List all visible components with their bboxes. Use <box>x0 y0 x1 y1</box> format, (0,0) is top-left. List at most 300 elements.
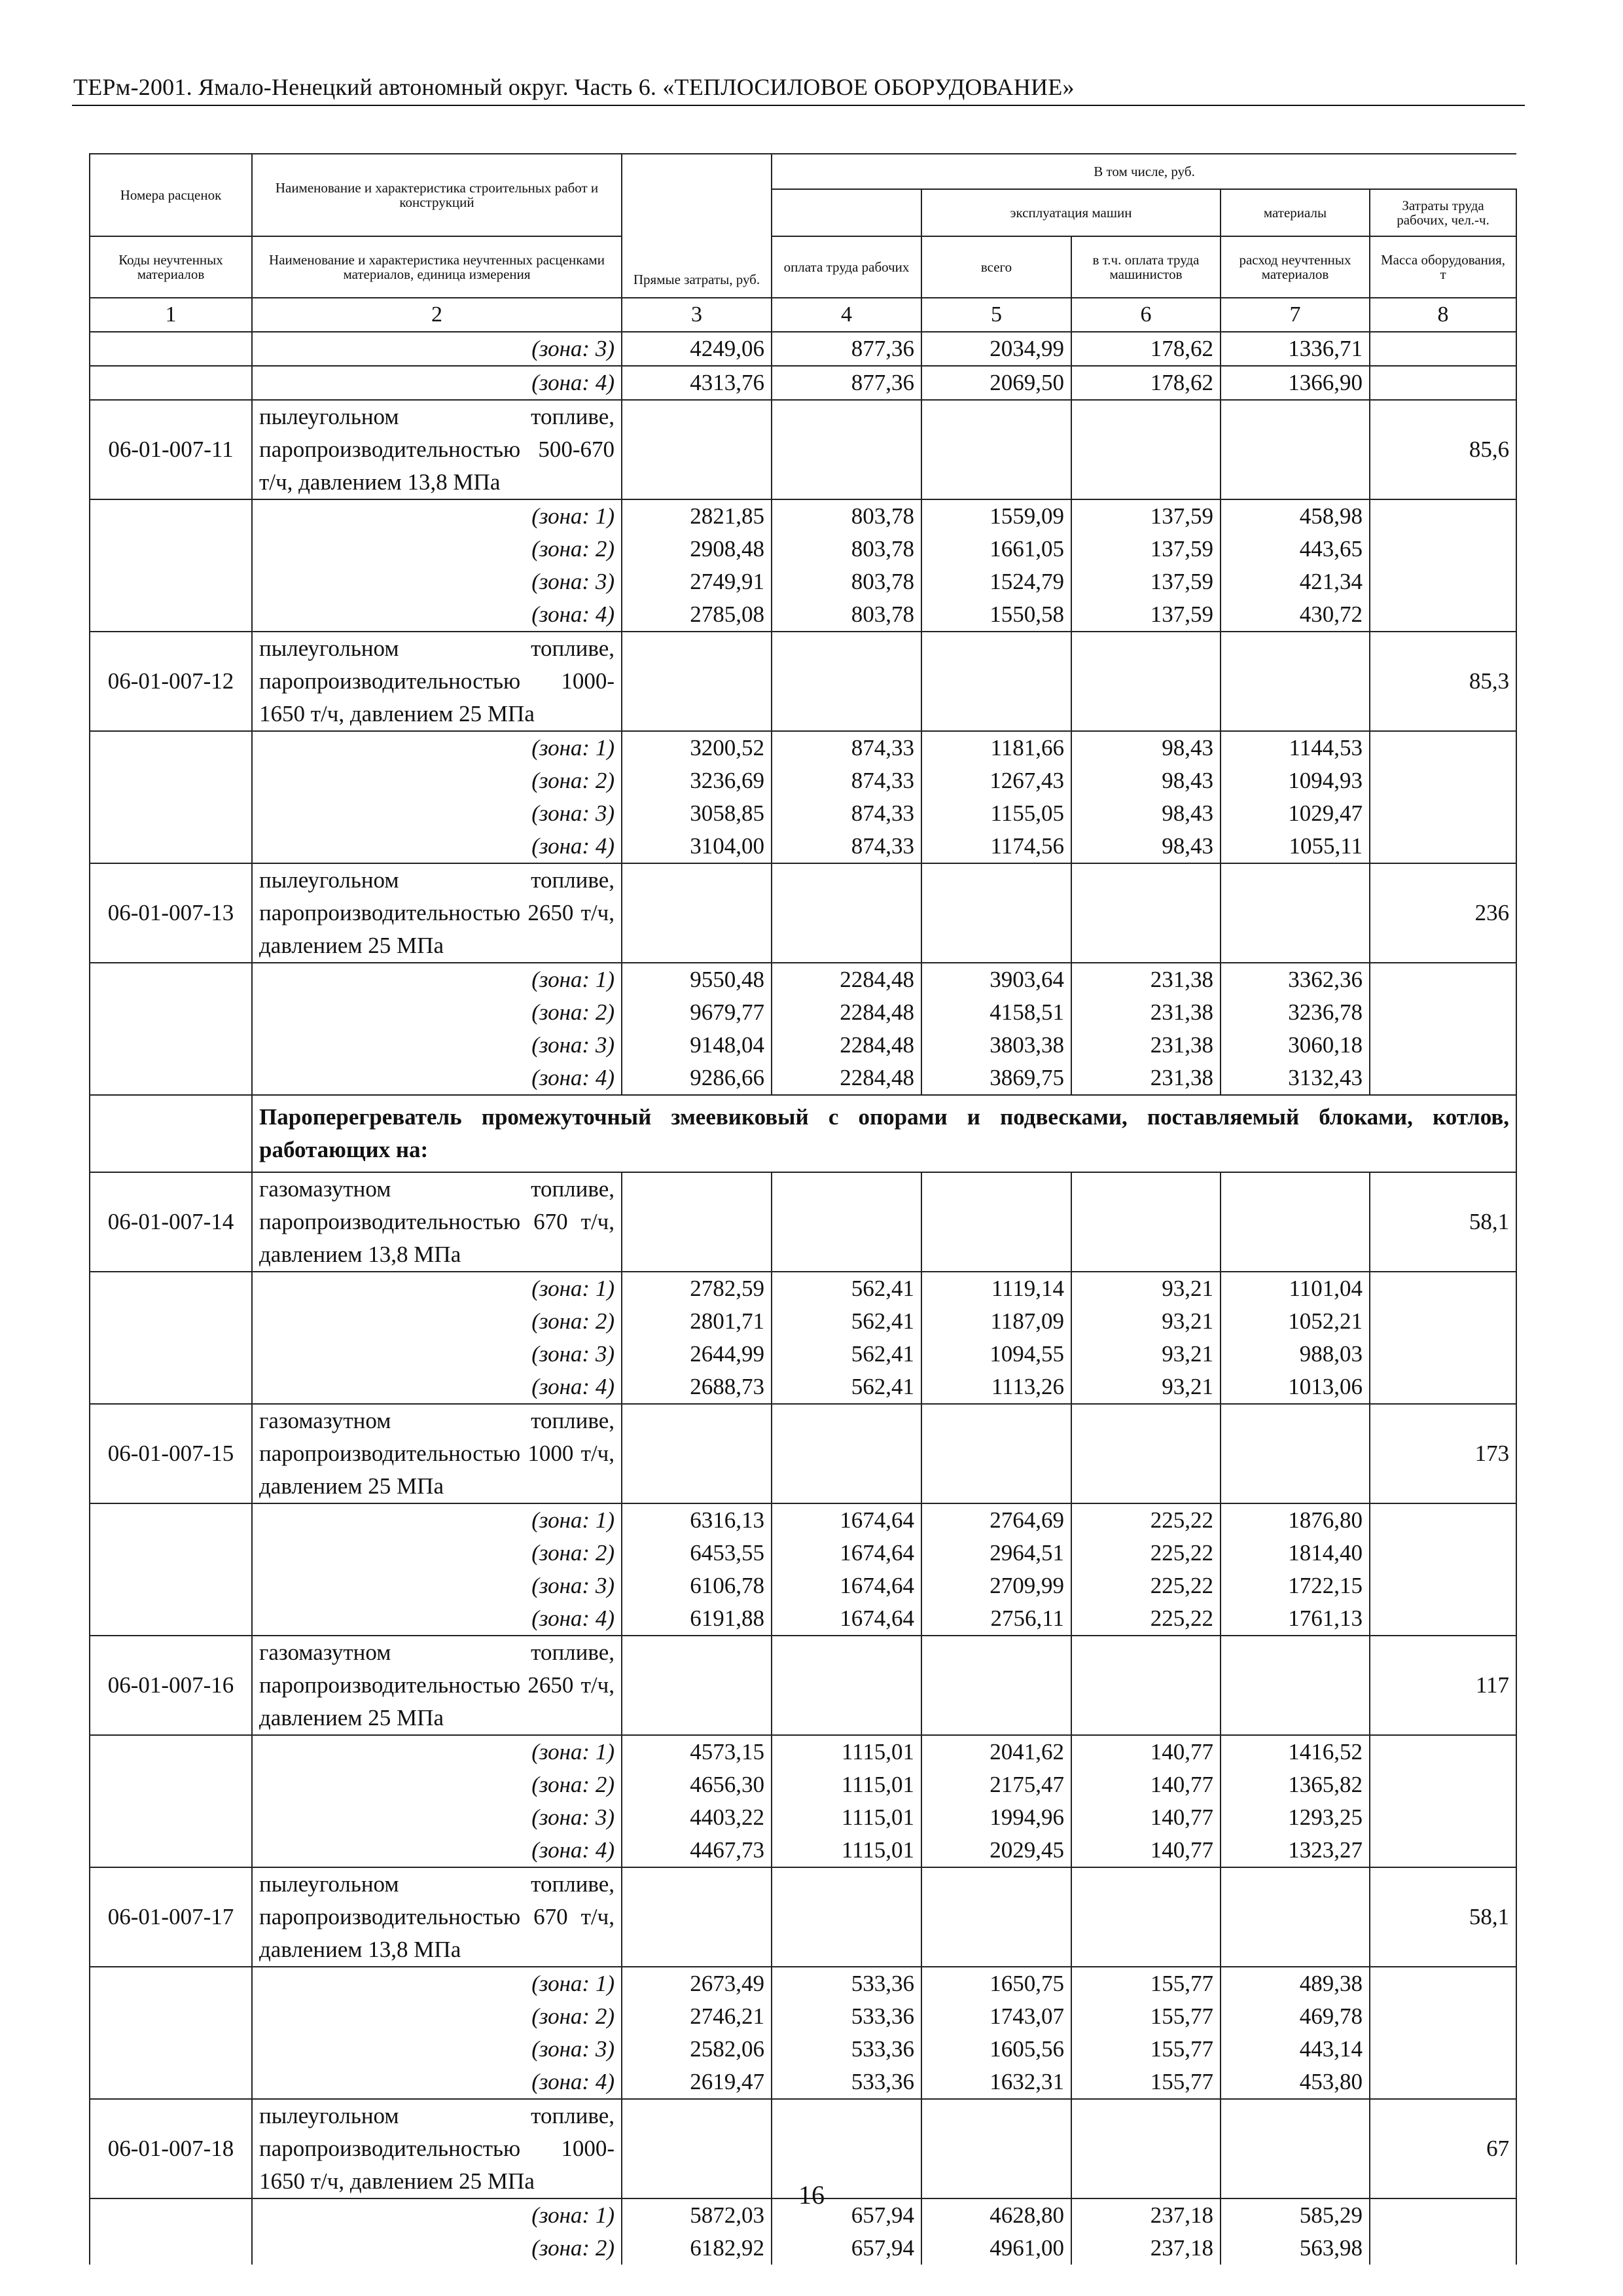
header-including-rub: В том числе, руб. <box>772 154 1516 189</box>
empty-cell <box>772 1404 921 1503</box>
value-cell: 98,43 <box>1071 797 1221 830</box>
value-cell: 1365,82 <box>1221 1768 1370 1801</box>
empty-cell <box>1071 1172 1221 1272</box>
value-cell: 1119,14 <box>921 1272 1071 1305</box>
value-cell: 1323,27 <box>1221 1834 1370 1867</box>
table-row <box>90 565 1516 598</box>
zone-label: (зона: 4) <box>252 830 622 863</box>
value-cell: 877,36 <box>772 366 921 400</box>
table-row <box>90 797 1516 830</box>
header-materials: материалы <box>1221 189 1370 236</box>
rate-description: пылеугольном топливе, паропроизводительностью 1000-1650 т/ч, давлением 25 МПа <box>252 2099 622 2198</box>
empty-cell <box>1071 1867 1221 1967</box>
value-cell: 155,77 <box>1071 2033 1221 2066</box>
rate-code-cell <box>90 1272 252 1305</box>
value-cell: 1632,31 <box>921 2066 1071 2099</box>
labor-cell <box>1370 731 1516 764</box>
empty-cell <box>1071 1636 1221 1735</box>
value-cell: 2764,69 <box>921 1503 1071 1537</box>
column-number: 4 <box>772 298 921 332</box>
labor-cell <box>1370 764 1516 797</box>
section-heading-row <box>90 1095 1516 1172</box>
empty-cell <box>921 1867 1071 1967</box>
value-cell: 2746,21 <box>622 2000 772 2033</box>
value-cell: 657,94 <box>772 2232 921 2265</box>
rate-row <box>90 1172 1516 1272</box>
value-cell: 443,65 <box>1221 533 1370 565</box>
table-row <box>90 1537 1516 1570</box>
header-machinist-pay: в т.ч. оплата труда машинистов <box>1071 236 1221 298</box>
rate-row <box>90 1867 1516 1967</box>
table-row <box>90 1503 1516 1537</box>
value-cell: 2619,47 <box>622 2066 772 2099</box>
value-cell: 1094,55 <box>921 1338 1071 1371</box>
value-cell: 3236,78 <box>1221 996 1370 1029</box>
value-cell: 563,98 <box>1221 2232 1370 2265</box>
zone-label: (зона: 2) <box>252 1768 622 1801</box>
value-cell: 1115,01 <box>772 1735 921 1768</box>
labor-value: 85,6 <box>1370 400 1516 499</box>
column-number: 1 <box>90 298 252 332</box>
labor-cell <box>1370 1801 1516 1834</box>
value-cell: 155,77 <box>1071 1967 1221 2000</box>
rate-row <box>90 863 1516 963</box>
value-cell: 6106,78 <box>622 1570 772 1602</box>
labor-cell <box>1370 598 1516 632</box>
zone-label: (зона: 2) <box>252 996 622 1029</box>
value-cell: 225,22 <box>1071 1503 1221 1537</box>
header-work-name: Наименование и характеристика строительных работ и конструкций <box>252 154 622 236</box>
column-number: 7 <box>1221 298 1370 332</box>
header-unaccounted-materials: расход неучтенных материалов <box>1221 236 1370 298</box>
rate-code-cell <box>90 1768 252 1801</box>
value-cell: 237,18 <box>1071 2198 1221 2232</box>
value-cell: 1181,66 <box>921 731 1071 764</box>
value-cell: 1550,58 <box>921 598 1071 632</box>
value-cell: 231,38 <box>1071 963 1221 996</box>
table-row <box>90 996 1516 1029</box>
header-material-names: Наименование и характеристика неучтенных расценками материалов, единица измерения <box>252 236 622 298</box>
table-row <box>90 1062 1516 1095</box>
value-cell: 874,33 <box>772 731 921 764</box>
table-row <box>90 1338 1516 1371</box>
zone-label: (зона: 2) <box>252 1305 622 1338</box>
value-cell: 533,36 <box>772 2033 921 2066</box>
labor-cell <box>1370 1735 1516 1768</box>
section-heading: Пароперегреватель промежуточный змеевиковый с опорами и подвесками, поставляемый блоками, котлов, работающих на: <box>252 1095 1516 1172</box>
value-cell: 874,33 <box>772 764 921 797</box>
value-cell: 1336,71 <box>1221 332 1370 366</box>
rate-code: 06-01-007-15 <box>90 1404 252 1503</box>
value-cell: 231,38 <box>1071 1029 1221 1062</box>
rate-code-cell <box>90 1834 252 1867</box>
labor-cell <box>1370 996 1516 1029</box>
value-cell: 4628,80 <box>921 2198 1071 2232</box>
column-number: 2 <box>252 298 622 332</box>
rate-description: газомазутном топливе, паропроизводительностью 670 т/ч, давлением 13,8 МПа <box>252 1172 622 1272</box>
value-cell: 225,22 <box>1071 1537 1221 1570</box>
rate-code-cell <box>90 1503 252 1537</box>
rate-description: пылеугольном топливе, паропроизводительностью 2650 т/ч, давлением 25 МПа <box>252 863 622 963</box>
value-cell: 9286,66 <box>622 1062 772 1095</box>
labor-cell <box>1370 2033 1516 2066</box>
value-cell: 4573,15 <box>622 1735 772 1768</box>
rate-code-cell <box>90 1537 252 1570</box>
rate-code-cell <box>90 1029 252 1062</box>
rate-code-cell <box>90 1570 252 1602</box>
value-cell: 3200,52 <box>622 731 772 764</box>
value-cell: 1267,43 <box>921 764 1071 797</box>
zone-label: (зона: 1) <box>252 499 622 533</box>
empty-cell <box>921 1636 1071 1735</box>
value-cell: 4403,22 <box>622 1801 772 1834</box>
zone-label: (зона: 3) <box>252 1338 622 1371</box>
table-row <box>90 598 1516 632</box>
value-cell: 1115,01 <box>772 1768 921 1801</box>
labor-cell <box>1370 1967 1516 2000</box>
value-cell: 803,78 <box>772 533 921 565</box>
value-cell: 1013,06 <box>1221 1371 1370 1404</box>
empty-cell <box>772 1867 921 1967</box>
rate-code: 06-01-007-17 <box>90 1867 252 1967</box>
table-row <box>90 2033 1516 2066</box>
rate-code: 06-01-007-14 <box>90 1172 252 1272</box>
table-row <box>90 764 1516 797</box>
value-cell: 1743,07 <box>921 2000 1071 2033</box>
empty-cell <box>1221 1172 1370 1272</box>
rate-code: 06-01-007-13 <box>90 863 252 963</box>
value-cell: 3132,43 <box>1221 1062 1370 1095</box>
labor-value: 236 <box>1370 863 1516 963</box>
header-rule <box>72 105 1525 106</box>
value-cell: 874,33 <box>772 797 921 830</box>
value-cell: 3903,64 <box>921 963 1071 996</box>
value-cell: 458,98 <box>1221 499 1370 533</box>
value-cell: 5872,03 <box>622 2198 772 2232</box>
rate-code-cell <box>90 1967 252 2000</box>
empty-cell <box>921 632 1071 731</box>
labor-cell <box>1370 2232 1516 2265</box>
value-cell: 93,21 <box>1071 1305 1221 1338</box>
empty-cell <box>772 632 921 731</box>
value-cell: 1994,96 <box>921 1801 1071 1834</box>
rate-code-cell <box>90 2033 252 2066</box>
zone-label: (зона: 1) <box>252 1735 622 1768</box>
labor-cell <box>1370 797 1516 830</box>
value-cell: 155,77 <box>1071 2000 1221 2033</box>
value-cell: 6191,88 <box>622 1602 772 1636</box>
value-cell: 803,78 <box>772 499 921 533</box>
rate-code: 06-01-007-18 <box>90 2099 252 2198</box>
value-cell: 9679,77 <box>622 996 772 1029</box>
value-cell: 1559,09 <box>921 499 1071 533</box>
empty-cell <box>921 1172 1071 1272</box>
value-cell: 453,80 <box>1221 2066 1370 2099</box>
table-row <box>90 2000 1516 2033</box>
rate-code-cell <box>90 2066 252 2099</box>
value-cell: 1814,40 <box>1221 1537 1370 1570</box>
header-equipment-mass: Масса оборудования, т <box>1370 236 1516 298</box>
value-cell: 2785,08 <box>622 598 772 632</box>
rate-code: 06-01-007-16 <box>90 1636 252 1735</box>
value-cell: 1416,52 <box>1221 1735 1370 1768</box>
table-row <box>90 1029 1516 1062</box>
empty-cell <box>921 1404 1071 1503</box>
value-cell: 3362,36 <box>1221 963 1370 996</box>
labor-cell <box>1370 499 1516 533</box>
page-header-title: ТЕРм-2001. Ямало-Ненецкий автономный округ. Часть 6. «ТЕПЛОСИЛОВОЕ ОБОРУДОВАНИЕ» <box>73 74 1075 100</box>
rate-code-cell <box>90 533 252 565</box>
labor-cell <box>1370 2000 1516 2033</box>
value-cell: 98,43 <box>1071 731 1221 764</box>
rate-code-cell <box>90 1338 252 1371</box>
value-cell: 1115,01 <box>772 1801 921 1834</box>
value-cell: 4467,73 <box>622 1834 772 1867</box>
value-cell: 4249,06 <box>622 332 772 366</box>
value-cell: 9148,04 <box>622 1029 772 1062</box>
value-cell: 1115,01 <box>772 1834 921 1867</box>
value-cell: 225,22 <box>1071 1602 1221 1636</box>
value-cell: 1876,80 <box>1221 1503 1370 1537</box>
value-cell: 2069,50 <box>921 366 1071 400</box>
value-cell: 2749,91 <box>622 565 772 598</box>
zone-label: (зона: 2) <box>252 2000 622 2033</box>
value-cell: 2801,71 <box>622 1305 772 1338</box>
zone-label: (зона: 3) <box>252 797 622 830</box>
rate-description: газомазутном топливе, паропроизводительностью 1000 т/ч, давлением 25 МПа <box>252 1404 622 1503</box>
header-total: всего <box>921 236 1071 298</box>
value-cell: 225,22 <box>1071 1570 1221 1602</box>
labor-cell <box>1370 1503 1516 1537</box>
value-cell: 1144,53 <box>1221 731 1370 764</box>
value-cell: 3060,18 <box>1221 1029 1370 1062</box>
empty-cell <box>622 1404 772 1503</box>
zone-label: (зона: 2) <box>252 764 622 797</box>
value-cell: 489,38 <box>1221 1967 1370 2000</box>
rate-description: пылеугольном топливе, паропроизводительностью 670 т/ч, давлением 13,8 МПа <box>252 1867 622 1967</box>
empty-cell <box>1071 632 1221 731</box>
value-cell: 421,34 <box>1221 565 1370 598</box>
labor-cell <box>1370 1570 1516 1602</box>
zone-label: (зона: 4) <box>252 1371 622 1404</box>
rate-code-cell <box>90 764 252 797</box>
zone-label: (зона: 4) <box>252 1062 622 1095</box>
value-cell: 231,38 <box>1071 996 1221 1029</box>
rate-row <box>90 632 1516 731</box>
value-cell: 562,41 <box>772 1371 921 1404</box>
zone-label: (зона: 3) <box>252 1029 622 1062</box>
value-cell: 98,43 <box>1071 830 1221 863</box>
column-number: 8 <box>1370 298 1516 332</box>
zone-label: (зона: 3) <box>252 332 622 366</box>
value-cell: 3236,69 <box>622 764 772 797</box>
value-cell: 657,94 <box>772 2198 921 2232</box>
value-cell: 1029,47 <box>1221 797 1370 830</box>
value-cell: 1674,64 <box>772 1503 921 1537</box>
value-cell: 1366,90 <box>1221 366 1370 400</box>
table-row <box>90 1371 1516 1404</box>
rate-code-cell <box>90 1062 252 1095</box>
value-cell: 1722,15 <box>1221 1570 1370 1602</box>
value-cell: 1674,64 <box>772 1602 921 1636</box>
header-worker-pay: оплата труда рабочих <box>772 236 921 298</box>
value-cell: 4158,51 <box>921 996 1071 1029</box>
value-cell: 443,14 <box>1221 2033 1370 2066</box>
value-cell: 988,03 <box>1221 1338 1370 1371</box>
labor-value: 85,3 <box>1370 632 1516 731</box>
labor-cell <box>1370 366 1516 400</box>
value-cell: 562,41 <box>772 1305 921 1338</box>
zone-label: (зона: 1) <box>252 963 622 996</box>
value-cell: 4313,76 <box>622 366 772 400</box>
value-cell: 2688,73 <box>622 1371 772 1404</box>
value-cell: 1055,11 <box>1221 830 1370 863</box>
value-cell: 533,36 <box>772 1967 921 2000</box>
empty-cell <box>772 400 921 499</box>
value-cell: 1661,05 <box>921 533 1071 565</box>
empty-cell <box>622 863 772 963</box>
value-cell: 2673,49 <box>622 1967 772 2000</box>
value-cell: 140,77 <box>1071 1768 1221 1801</box>
empty-cell <box>1221 632 1370 731</box>
value-cell: 562,41 <box>772 1272 921 1305</box>
value-cell: 1605,56 <box>921 2033 1071 2066</box>
header-machine-operation: эксплуатация машин <box>921 189 1221 236</box>
rate-row <box>90 1404 1516 1503</box>
value-cell: 140,77 <box>1071 1834 1221 1867</box>
labor-cell <box>1370 1602 1516 1636</box>
value-cell: 140,77 <box>1071 1801 1221 1834</box>
value-cell: 3803,38 <box>921 1029 1071 1062</box>
value-cell: 533,36 <box>772 2066 921 2099</box>
value-cell: 1650,75 <box>921 1967 1071 2000</box>
value-cell: 585,29 <box>1221 2198 1370 2232</box>
value-cell: 2644,99 <box>622 1338 772 1371</box>
table-row <box>90 1570 1516 1602</box>
value-cell: 1293,25 <box>1221 1801 1370 1834</box>
zone-label: (зона: 3) <box>252 1801 622 1834</box>
table-row <box>90 1768 1516 1801</box>
labor-cell <box>1370 1371 1516 1404</box>
header-blank-cell <box>772 189 921 236</box>
zone-label: (зона: 1) <box>252 1503 622 1537</box>
empty-cell <box>772 1172 921 1272</box>
rate-row <box>90 400 1516 499</box>
value-cell: 2582,06 <box>622 2033 772 2066</box>
labor-cell <box>1370 830 1516 863</box>
rate-description: пылеугольном топливе, паропроизводительностью 500-670 т/ч, давлением 13,8 МПа <box>252 400 622 499</box>
value-cell: 874,33 <box>772 830 921 863</box>
table-body <box>90 298 1516 2265</box>
value-cell: 4961,00 <box>921 2232 1071 2265</box>
rate-code-cell <box>90 565 252 598</box>
table-row <box>90 499 1516 533</box>
value-cell: 1674,64 <box>772 1570 921 1602</box>
value-cell: 3058,85 <box>622 797 772 830</box>
value-cell: 155,77 <box>1071 2066 1221 2099</box>
labor-value: 67 <box>1370 2099 1516 2198</box>
empty-cell <box>622 1867 772 1967</box>
empty-cell <box>1221 863 1370 963</box>
value-cell: 93,21 <box>1071 1338 1221 1371</box>
value-cell: 877,36 <box>772 332 921 366</box>
empty-cell <box>622 400 772 499</box>
rates-table <box>89 153 1517 2265</box>
value-cell: 1674,64 <box>772 1537 921 1570</box>
value-cell: 2908,48 <box>622 533 772 565</box>
value-cell: 1094,93 <box>1221 764 1370 797</box>
table-row <box>90 963 1516 996</box>
empty-cell <box>1221 1636 1370 1735</box>
rate-description: газомазутном топливе, паропроизводительностью 2650 т/ч, давлением 25 МПа <box>252 1636 622 1735</box>
value-cell: 140,77 <box>1071 1735 1221 1768</box>
rate-code-cell <box>90 797 252 830</box>
empty-cell <box>772 863 921 963</box>
value-cell: 803,78 <box>772 598 921 632</box>
column-number: 3 <box>622 298 772 332</box>
value-cell: 6182,92 <box>622 2232 772 2265</box>
labor-value: 117 <box>1370 1636 1516 1735</box>
zone-label: (зона: 1) <box>252 2198 622 2232</box>
table-row <box>90 731 1516 764</box>
table-row <box>90 533 1516 565</box>
labor-cell <box>1370 565 1516 598</box>
zone-label: (зона: 4) <box>252 598 622 632</box>
zone-label: (зона: 3) <box>252 565 622 598</box>
value-cell: 93,21 <box>1071 1272 1221 1305</box>
zone-label: (зона: 2) <box>252 2232 622 2265</box>
value-cell: 2284,48 <box>772 1062 921 1095</box>
value-cell: 1052,21 <box>1221 1305 1370 1338</box>
zone-label: (зона: 2) <box>252 533 622 565</box>
empty-cell <box>1071 1404 1221 1503</box>
zone-label: (зона: 4) <box>252 366 622 400</box>
value-cell: 2284,48 <box>772 996 921 1029</box>
labor-cell <box>1370 1305 1516 1338</box>
zone-label: (зона: 1) <box>252 1272 622 1305</box>
labor-cell <box>1370 2066 1516 2099</box>
rate-code-cell <box>90 499 252 533</box>
value-cell: 4656,30 <box>622 1768 772 1801</box>
table-row <box>90 366 1516 400</box>
labor-cell <box>1370 332 1516 366</box>
labor-cell <box>1370 1062 1516 1095</box>
labor-value: 173 <box>1370 1404 1516 1503</box>
table-row <box>90 1305 1516 1338</box>
value-cell: 137,59 <box>1071 533 1221 565</box>
labor-value: 58,1 <box>1370 1172 1516 1272</box>
table-row <box>90 1834 1516 1867</box>
value-cell: 803,78 <box>772 565 921 598</box>
value-cell: 3104,00 <box>622 830 772 863</box>
value-cell: 1761,13 <box>1221 1602 1370 1636</box>
zone-label: (зона: 1) <box>252 1967 622 2000</box>
column-number: 6 <box>1071 298 1221 332</box>
page-number: 16 <box>798 2180 825 2210</box>
rate-description: пылеугольном топливе, паропроизводительностью 1000-1650 т/ч, давлением 25 МПа <box>252 632 622 731</box>
value-cell: 237,18 <box>1071 2232 1221 2265</box>
value-cell: 469,78 <box>1221 2000 1370 2033</box>
rate-code-cell <box>90 2232 252 2265</box>
table-row <box>90 830 1516 863</box>
rate-code: 06-01-007-12 <box>90 632 252 731</box>
header-direct-costs: Прямые затраты, руб. <box>622 154 772 298</box>
value-cell: 9550,48 <box>622 963 772 996</box>
value-cell: 1174,56 <box>921 830 1071 863</box>
table-row <box>90 1735 1516 1768</box>
table-row <box>90 1967 1516 2000</box>
empty-cell <box>1221 1404 1370 1503</box>
